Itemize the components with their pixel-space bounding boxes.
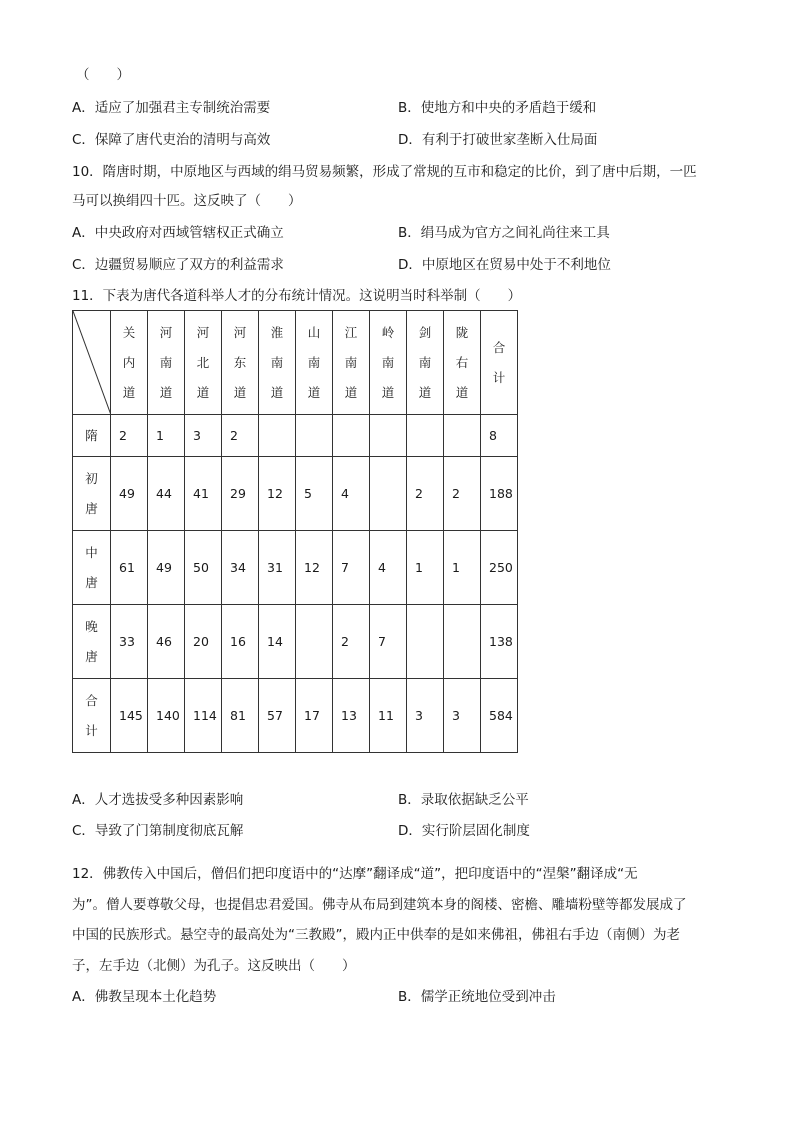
table-cell: 17 <box>296 679 333 753</box>
table-cell: 3 <box>444 679 481 753</box>
table-cell: 140 <box>148 679 185 753</box>
table-cell: 250 <box>481 531 518 605</box>
q12-stem-line2: 为”。僧人要尊敬父母，也提倡忠君爱国。佛寺从布局到建筑本身的阁楼、密檐、雕墙粉壁等都发展成了 <box>72 897 687 913</box>
q11-stats-table <box>72 310 518 753</box>
table-row <box>73 457 518 531</box>
q11-option-a: A．人才选拔受多种因素影响 <box>72 792 244 808</box>
q10-option-d: D．中原地区在贸易中处于不利地位 <box>398 257 611 273</box>
table-cell: 12 <box>259 457 296 531</box>
table-corner-diagonal-cell <box>73 311 111 415</box>
table-cell <box>370 415 407 457</box>
table-cell: 2 <box>333 605 370 679</box>
q9-option-c: C．保障了唐代吏治的清明与高效 <box>72 132 271 148</box>
table-cell <box>333 415 370 457</box>
q11-option-c: C．导致了门第制度彻底瓦解 <box>72 823 244 839</box>
table-cell: 145 <box>111 679 148 753</box>
table-cell: 3 <box>185 415 222 457</box>
q12-option-b: B．儒学正统地位受到冲击 <box>398 989 556 1005</box>
table-cell: 81 <box>222 679 259 753</box>
table-cell: 16 <box>222 605 259 679</box>
table-column-header: 淮 南 道 <box>259 311 296 415</box>
table-cell: 1 <box>148 415 185 457</box>
table-row <box>73 531 518 605</box>
table-cell: 14 <box>259 605 296 679</box>
table-cell: 7 <box>370 605 407 679</box>
table-cell: 4 <box>370 531 407 605</box>
diagonal-line <box>73 311 111 415</box>
q9-option-d: D．有利于打破世家垄断入仕局面 <box>398 132 598 148</box>
table-cell: 29 <box>222 457 259 531</box>
table-cell: 114 <box>185 679 222 753</box>
q12-stem-line4: 子，左手边（北侧）为孔子。这反映出（ ） <box>72 958 356 974</box>
table-cell: 5 <box>296 457 333 531</box>
table-cell: 61 <box>111 531 148 605</box>
table-cell: 44 <box>148 457 185 531</box>
table-column-header: 合 计 <box>481 311 518 415</box>
q9-answer-paren: （ ） <box>76 67 130 83</box>
table-cell: 4 <box>333 457 370 531</box>
table-cell: 138 <box>481 605 518 679</box>
q10-stem-line2: 马可以换绢四十匹。这反映了（ ） <box>72 193 302 209</box>
q10-option-b: B．绢马成为官方之间礼尚往来工具 <box>398 225 610 241</box>
table-column-header: 河 北 道 <box>185 311 222 415</box>
table-row <box>73 605 518 679</box>
table-column-header: 河 南 道 <box>148 311 185 415</box>
table-cell: 33 <box>111 605 148 679</box>
table-cell: 2 <box>407 457 444 531</box>
q10-stem-line1: 10．隋唐时期，中原地区与西域的绢马贸易频繁，形成了常规的互市和稳定的比价，到了唐中后期，一匹 <box>72 164 697 180</box>
q12-stem-line3: 中国的民族形式。悬空寺的最高处为“三教殿”，殿内正中供奉的是如来佛祖，佛祖右手边（南侧）为老 <box>72 927 680 943</box>
q11-option-d: D．实行阶层固化制度 <box>398 823 530 839</box>
table-cell: 1 <box>444 531 481 605</box>
table-cell <box>296 415 333 457</box>
q10-option-a: A．中央政府对西域管辖权正式确立 <box>72 225 284 241</box>
table-row-label: 隋 <box>73 415 111 457</box>
table-cell <box>407 415 444 457</box>
table-row-label: 初 唐 <box>73 457 111 531</box>
q11-option-b: B．录取依据缺乏公平 <box>398 792 529 808</box>
q12-option-a: A．佛教呈现本土化趋势 <box>72 989 217 1005</box>
q12-stem-line1: 12．佛教传入中国后，僧侣们把印度语中的“达摩”翻译成“道”，把印度语中的“涅槃”翻译成“无 <box>72 866 638 882</box>
table-row-label: 中 唐 <box>73 531 111 605</box>
q9-option-b: B．使地方和中央的矛盾趋于缓和 <box>398 100 597 116</box>
table-cell: 3 <box>407 679 444 753</box>
table-cell: 2 <box>111 415 148 457</box>
q9-option-a: A．适应了加强君主专制统治需要 <box>72 100 271 116</box>
table-cell: 20 <box>185 605 222 679</box>
table-row <box>73 415 518 457</box>
table-row <box>73 679 518 753</box>
table-cell: 12 <box>296 531 333 605</box>
table-column-header: 河 东 道 <box>222 311 259 415</box>
table-column-header: 山 南 道 <box>296 311 333 415</box>
table-column-header: 岭 南 道 <box>370 311 407 415</box>
table-cell <box>259 415 296 457</box>
table-cell: 41 <box>185 457 222 531</box>
table-cell: 1 <box>407 531 444 605</box>
table-cell: 8 <box>481 415 518 457</box>
table-cell: 11 <box>370 679 407 753</box>
table-cell: 50 <box>185 531 222 605</box>
table-header-row <box>73 311 518 415</box>
table-cell: 31 <box>259 531 296 605</box>
table-cell: 7 <box>333 531 370 605</box>
table-cell: 13 <box>333 679 370 753</box>
table-column-header: 关 内 道 <box>111 311 148 415</box>
table-cell <box>407 605 444 679</box>
q10-option-c: C．边疆贸易顺应了双方的利益需求 <box>72 257 284 273</box>
table-cell: 49 <box>148 531 185 605</box>
table-cell <box>444 605 481 679</box>
q11-stem: 11．下表为唐代各道科举人才的分布统计情况。这说明当时科举制（ ） <box>72 288 522 304</box>
table-cell: 2 <box>444 457 481 531</box>
table-column-header: 剑 南 道 <box>407 311 444 415</box>
table-cell: 2 <box>222 415 259 457</box>
table-cell: 188 <box>481 457 518 531</box>
table-column-header: 陇 右 道 <box>444 311 481 415</box>
table-cell <box>444 415 481 457</box>
table-cell <box>296 605 333 679</box>
table-cell: 584 <box>481 679 518 753</box>
table-cell: 34 <box>222 531 259 605</box>
table-row-label: 晚 唐 <box>73 605 111 679</box>
table-column-header: 江 南 道 <box>333 311 370 415</box>
table-cell: 57 <box>259 679 296 753</box>
table-row-label: 合 计 <box>73 679 111 753</box>
table-cell <box>370 457 407 531</box>
table-cell: 49 <box>111 457 148 531</box>
table-cell: 46 <box>148 605 185 679</box>
